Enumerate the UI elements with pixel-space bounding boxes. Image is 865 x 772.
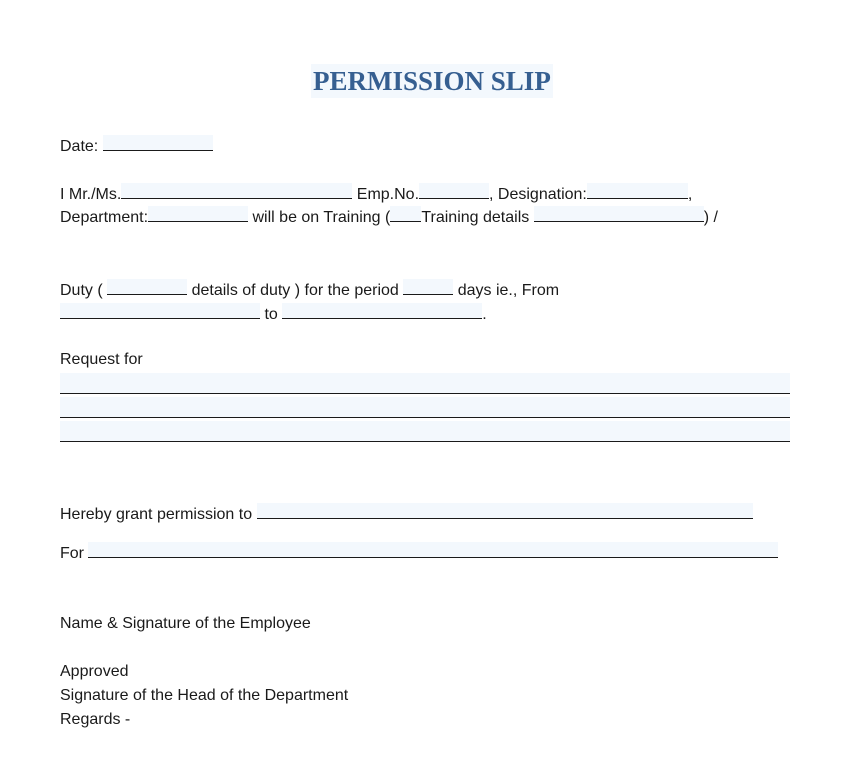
training-details-field[interactable] (534, 206, 704, 222)
request-line-3[interactable] (60, 421, 790, 442)
training-close: ) / (703, 209, 718, 226)
department-row (60, 206, 718, 227)
grant-permission-row (60, 503, 753, 524)
request-line-1[interactable] (60, 373, 790, 394)
regards-label: Regards - (60, 711, 131, 728)
to-label: to (264, 306, 278, 323)
head-signature-label: Signature of the Head of the Department (60, 687, 349, 704)
emp-no-label: Emp.No. (356, 186, 420, 203)
training-text: will be on Training ( (252, 209, 391, 226)
name-field[interactable] (121, 183, 352, 199)
period-end: . (482, 306, 487, 323)
duty-field[interactable] (107, 279, 187, 295)
department-field[interactable] (148, 206, 248, 222)
trailing-comma: , (687, 186, 693, 203)
page-title: PERMISSION SLIP (313, 66, 551, 96)
grant-permission-label: Hereby grant permission to (60, 506, 253, 523)
emp-no-field[interactable] (419, 183, 489, 199)
designation-label: , Designation: (489, 186, 587, 203)
training-details-label: Training details (421, 209, 530, 226)
duty-row (60, 279, 559, 300)
department-label: Department: (60, 209, 149, 226)
to-date-field[interactable] (282, 303, 482, 319)
approved-label: Approved (60, 663, 129, 680)
request-line-2[interactable] (60, 397, 790, 418)
request-for-label: Request for (60, 351, 143, 368)
employee-row (60, 183, 692, 204)
employee-signature-label: Name & Signature of the Employee (60, 615, 311, 632)
period-range-row (60, 303, 487, 324)
date-row (60, 135, 213, 156)
from-date-field[interactable] (60, 303, 260, 319)
days-from-label: days ie., From (457, 282, 560, 299)
period-days-field[interactable] (403, 279, 453, 295)
name-prefix-label: I Mr./Ms. (60, 186, 122, 203)
date-field[interactable] (103, 135, 213, 151)
date-label: Date: (60, 138, 99, 155)
grant-permission-field[interactable] (257, 503, 753, 519)
duty-open-label: Duty ( (60, 282, 103, 299)
training-field[interactable] (390, 206, 421, 222)
duty-details-label: details of duty (191, 282, 291, 299)
for-row (60, 542, 778, 563)
for-label: For (60, 545, 84, 562)
period-label: ) for the period (294, 282, 399, 299)
for-field[interactable] (88, 542, 778, 558)
designation-field[interactable] (587, 183, 688, 199)
